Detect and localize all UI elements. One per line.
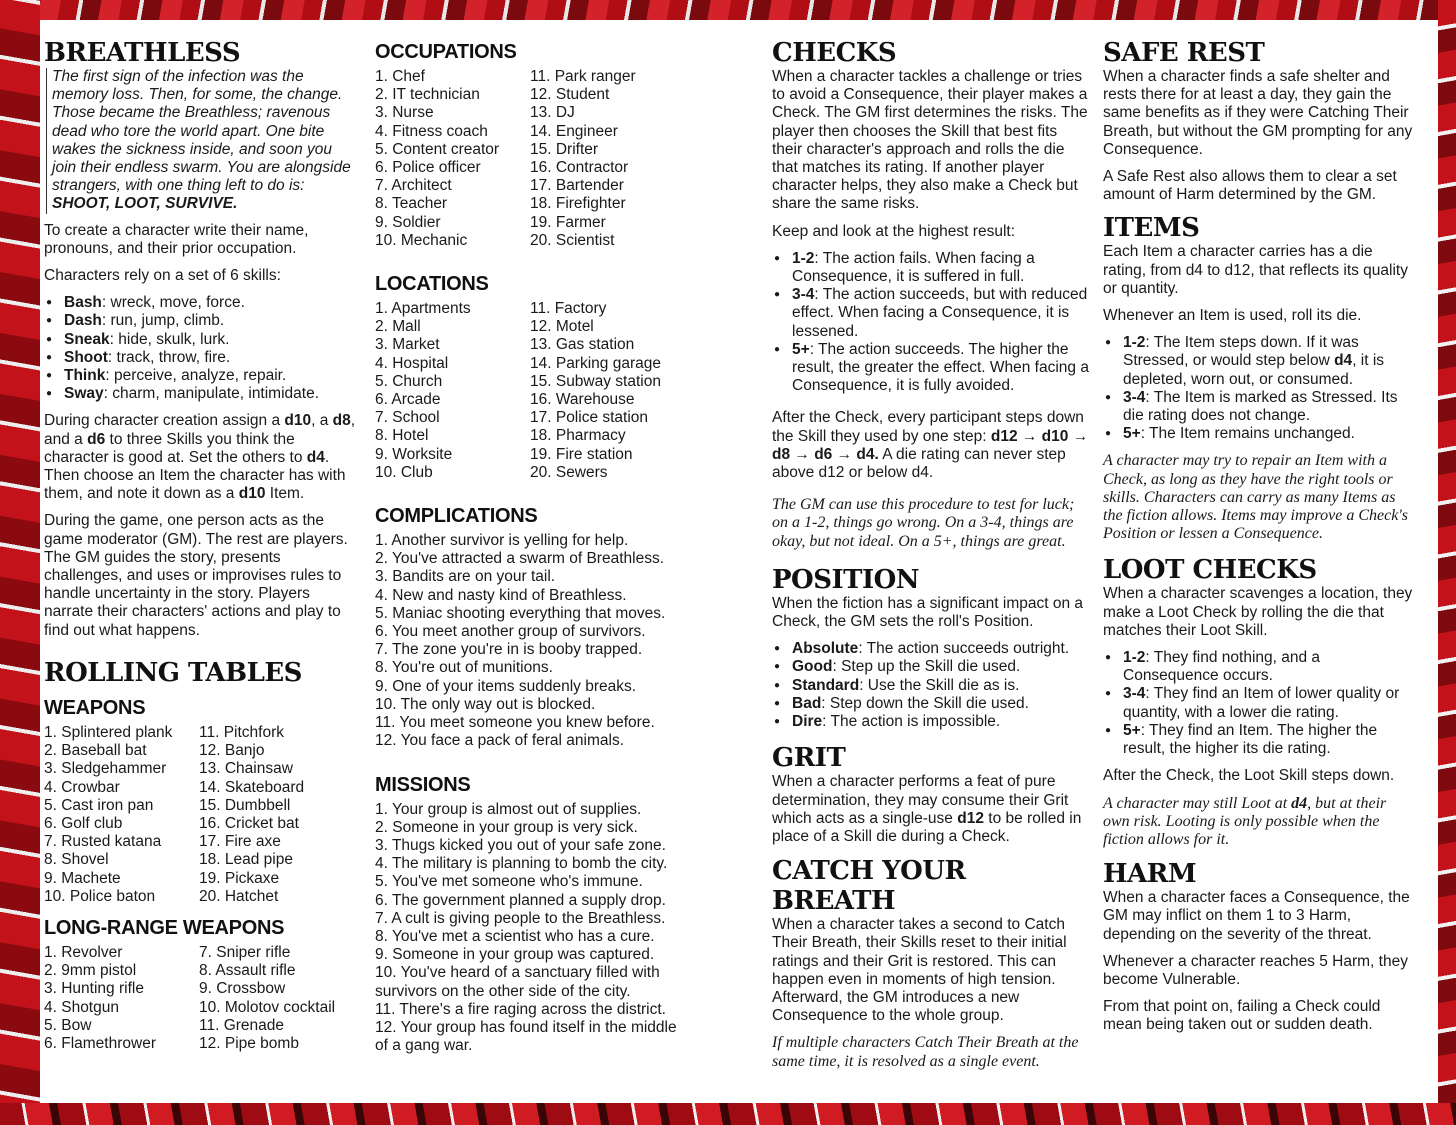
long-range-item: 6. Flamethrower	[44, 1034, 156, 1052]
torn-edge-bottom	[0, 1103, 1456, 1125]
mission-item: 2. Someone in your group is very sick.	[375, 818, 638, 836]
column-3	[772, 20, 1090, 1080]
long-range-item: 12. Pipe bomb	[199, 1034, 299, 1052]
skill-name: Bash	[64, 294, 102, 312]
skill-name: Sway	[64, 385, 104, 403]
mission-item: 10. You've heard of a sanctuary filled with survivors on the other side of the city.	[375, 964, 660, 1000]
safe-rest-harm-text: A Safe Rest also allows them to clear a set amount of Harm determined by the GM.	[1103, 168, 1397, 204]
mission-item: 11. There's a fire raging across the district.	[375, 1000, 666, 1018]
result-item: ● 3-4: The Item is marked as Stressed. Its die rating does not change.	[1103, 389, 1415, 425]
position-title: POSITION	[772, 564, 920, 595]
locations-title: LOCATIONS	[375, 273, 489, 296]
result-item: ● 1-2: They find nothing, and a Consequence occurs.	[1103, 649, 1415, 685]
occupation-item: 6. Police officer	[375, 159, 481, 177]
result-item: ● 1-2: The Item steps down. If it was Stressed, or would step below d4, it is depleted, worn out, or consumed.	[1103, 334, 1415, 389]
occupation-item: 4. Fitness coach	[375, 122, 488, 140]
loot-checks-title: LOOT CHECKS	[1103, 555, 1317, 586]
catch-breath-title: CATCH YOUR BREATH	[772, 856, 966, 917]
items-repair-note: A character may try to repair an Item with a Check, as long as they have the right tools or skills. Characters can carry as many Items as the fiction allows. Items may improve a Check's Position or lessen a Consequence.	[1103, 452, 1408, 543]
skill-desc: : run, jump, climb.	[101, 312, 225, 330]
occupation-item: 5. Content creator	[375, 140, 500, 158]
missions-list	[375, 801, 687, 1056]
location-item: 16. Warehouse	[530, 391, 635, 409]
complication-item: 3. Bandits are on your tail.	[375, 568, 556, 586]
complication-item: 11. You meet someone you knew before.	[375, 714, 655, 732]
mission-item: 12. Your group has found itself in the middle of a gang war.	[375, 1018, 677, 1055]
location-item: 3. Market	[375, 336, 440, 354]
long-range-item: 3. Hunting rifle	[44, 980, 144, 998]
skill-item	[44, 312, 356, 330]
location-item: 10. Club	[375, 463, 433, 481]
result-item: ● 5+: The Item remains unchanged.	[1103, 425, 1415, 443]
location-item: 7. School	[375, 409, 440, 427]
occupation-item: 16. Contractor	[530, 159, 629, 177]
skill-desc: : perceive, analyze, repair.	[105, 367, 287, 385]
result-item: ● 3-4: They find an Item of lower quality or quantity, with a lower die rating.	[1103, 685, 1415, 721]
occupations-list-a	[375, 68, 530, 250]
harm-death-text: From that point on, failing a Check could mean being taken out or sudden death.	[1103, 998, 1381, 1034]
occupation-item: 20. Scientist	[530, 231, 615, 249]
skills-intro: Characters rely on a set of 6 skills:	[44, 267, 281, 285]
create-text: To create a character write their name, pronouns, and their prior occupation.	[44, 221, 309, 257]
complication-item: 10. The only way out is blocked.	[375, 695, 596, 713]
step-down-text: After the Check, every participant steps down the Skill they used by one step: d12 → d10 → d8 → d6 → d4. A die rating can never step above d12 or below d4.	[772, 409, 1089, 482]
harm-vulnerable-text: Whenever a character reaches 5 Harm, they become Vulnerable.	[1103, 952, 1408, 988]
weapon-item: 7. Rusted katana	[44, 833, 162, 851]
occupations-table	[375, 68, 755, 250]
skill-name: Shoot	[64, 348, 108, 366]
long-range-item: 9. Crossbow	[199, 980, 286, 998]
location-item: 18. Pharmacy	[530, 427, 626, 445]
locations-list-a	[375, 300, 530, 482]
weapon-item: 13. Chainsaw	[199, 760, 293, 778]
occupation-item: 2. IT technician	[375, 86, 480, 104]
complication-item: 8. You're out of munitions.	[375, 659, 553, 677]
skill-item	[44, 294, 356, 312]
items-title: ITEMS	[1103, 213, 1200, 244]
weapons-list-b	[199, 724, 304, 906]
occupation-item: 13. DJ	[530, 104, 575, 122]
complication-item: 2. You've attracted a swarm of Breathless.	[375, 550, 665, 568]
torn-edge-top	[0, 0, 1456, 20]
long-range-table	[44, 944, 356, 1053]
intro-body: The first sign of the infection was the memory loss. Then, for some, the change. Those became the Breathless; ravenous dead who tore the world apart. One bite wakes the sickness inside, and soon you join their endless swarm. You are alongside strangers, with one thing left to do is:	[52, 68, 351, 195]
weapon-item: 20. Hatchet	[199, 887, 279, 905]
weapon-item: 18. Lead pipe	[199, 851, 293, 869]
items-use-text: Whenever an Item is used, roll its die.	[1103, 307, 1362, 325]
position-item: ● Bad: Step down the Skill die used.	[772, 695, 1090, 713]
mission-item: 4. The military is planning to bomb the city.	[375, 855, 668, 873]
long-range-item: 1. Revolver	[44, 943, 123, 961]
grit-title: GRIT	[772, 743, 846, 774]
result-item: ● 5+: They find an Item. The higher the result, the higher its die rating.	[1103, 722, 1415, 758]
locations-list-b	[530, 300, 661, 482]
weapon-item: 8. Shovel	[44, 851, 109, 869]
long-range-list-a	[44, 944, 199, 1053]
position-item: ● Dire: The action is impossible.	[772, 713, 1090, 731]
long-range-item: 2. 9mm pistol	[44, 962, 137, 980]
weapon-item: 11. Pitchfork	[199, 723, 285, 741]
occupations-title: OCCUPATIONS	[375, 41, 517, 63]
complication-item: 5. Maniac shooting everything that moves.	[375, 604, 666, 622]
checks-results	[772, 250, 1090, 396]
weapon-item: 19. Pickaxe	[199, 869, 280, 887]
location-item: 17. Police station	[530, 409, 649, 427]
intro-slogan: SHOOT, LOOT, SURVIVE.	[52, 195, 238, 213]
intro-text	[46, 68, 356, 214]
harm-text: When a character faces a Consequence, the GM may inflict on them 1 to 3 Harm, depending on the severity of the threat.	[1103, 889, 1410, 943]
safe-rest-text: When a character finds a safe shelter and rests there for at least a day, they gain the same benefits as if they were Catching Their Breath, but without the GM prompting for any Consequence.	[1103, 68, 1413, 158]
location-item: 9. Worksite	[375, 445, 453, 463]
skill-desc: : charm, manipulate, intimidate.	[103, 385, 320, 403]
luck-note: The GM can use this procedure to test for luck; on a 1-2, things go wrong. On a 3-4, things are okay, but not ideal. On a 5+, things are great.	[772, 496, 1075, 550]
mission-item: 9. Someone in your group was captured.	[375, 946, 655, 964]
skill-name: Dash	[64, 312, 102, 330]
skill-item	[44, 349, 356, 367]
position-levels	[772, 640, 1090, 731]
weapon-item: 5. Cast iron pan	[44, 796, 154, 814]
safe-rest-title: SAFE REST	[1103, 38, 1265, 68]
loot-note: A character may still Loot at d4, but at their own risk. Looting is only possible when the fiction allows for it.	[1103, 794, 1387, 848]
location-item: 6. Arcade	[375, 391, 441, 409]
occupation-item: 17. Bartender	[530, 177, 624, 195]
occupations-list-b	[530, 68, 636, 250]
weapons-table	[44, 724, 356, 906]
weapon-item: 6. Golf club	[44, 814, 123, 832]
weapon-item: 15. Dumbbell	[199, 796, 291, 814]
long-range-item: 8. Assault rifle	[199, 962, 296, 980]
position-item: ● Absolute: The action succeeds outright.	[772, 640, 1090, 658]
weapon-item: 3. Sledgehammer	[44, 760, 167, 778]
skills-list	[44, 294, 356, 403]
mission-item: 1. Your group is almost out of supplies.	[375, 800, 642, 818]
weapons-title: WEAPONS	[44, 696, 146, 719]
complication-item: 1. Another survivor is yelling for help.	[375, 532, 629, 550]
column-4	[1103, 20, 1415, 1044]
location-item: 15. Subway station	[530, 372, 661, 390]
complication-item: 6. You meet another group of survivors.	[375, 623, 646, 641]
mission-item: 8. You've met a scientist who has a cure.	[375, 927, 655, 945]
items-text: Each Item a character carries has a die rating, from d4 to d12, that reflects its quality or quantity.	[1103, 243, 1408, 297]
skill-desc: : track, throw, fire.	[107, 348, 231, 366]
weapon-item: 17. Fire axe	[199, 833, 281, 851]
complication-item: 9. One of your items suddenly breaks.	[375, 677, 637, 695]
location-item: 20. Sewers	[530, 463, 608, 481]
creation-text: During character creation assign a d10, a d8, and a d6 to three Skills you think the character is good at. Set the others to d4. Then choose an Item the character has with them, and note it down as a d10 Item.	[44, 412, 356, 503]
position-item: ● Good: Step up the Skill die used.	[772, 658, 1090, 676]
occupation-item: 8. Teacher	[375, 195, 448, 213]
occupation-item: 19. Farmer	[530, 213, 606, 231]
occupation-item: 14. Engineer	[530, 122, 618, 140]
skill-item	[44, 367, 356, 385]
location-item: 2. Mall	[375, 318, 421, 336]
complications-list	[375, 532, 755, 750]
mission-item: 5. You've met someone who's immune.	[375, 873, 643, 891]
rolling-tables-title: ROLLING TABLES	[44, 657, 302, 688]
result-item: ● 1-2: The action fails. When facing a Consequence, it is suffered in full.	[772, 250, 1090, 286]
skill-item	[44, 385, 356, 403]
long-range-item: 5. Bow	[44, 1016, 92, 1034]
mission-item: 7. A cult is giving people to the Breathless.	[375, 909, 666, 927]
occupation-item: 11. Park ranger	[530, 68, 636, 85]
column-2	[375, 20, 755, 1055]
torn-edge-left	[0, 0, 40, 1125]
breathless-title: BREATHLESS	[44, 38, 241, 68]
result-item: ● 3-4: The action succeeds, but with reduced effect. When facing a Consequence, it is lessened.	[772, 286, 1090, 341]
location-item: 8. Hotel	[375, 427, 429, 445]
occupation-item: 1. Chef	[375, 68, 425, 85]
loot-results	[1103, 649, 1415, 758]
skill-name: Sneak	[64, 330, 110, 348]
occupation-item: 9. Soldier	[375, 213, 441, 231]
long-range-item: 7. Sniper rifle	[199, 943, 291, 961]
long-range-title: LONG-RANGE WEAPONS	[44, 916, 285, 939]
skill-desc: : hide, skulk, lurk.	[109, 330, 230, 348]
complications-title: COMPLICATIONS	[375, 505, 538, 528]
weapon-item: 9. Machete	[44, 869, 121, 887]
position-text: When the fiction has a significant impact on a Check, the GM sets the roll's Position.	[772, 594, 1084, 631]
torn-edge-right	[1438, 0, 1456, 1125]
occupation-item: 10. Mechanic	[375, 231, 468, 249]
location-item: 4. Hospital	[375, 354, 449, 372]
occupation-item: 18. Firefighter	[530, 195, 626, 213]
occupation-item: 3. Nurse	[375, 104, 434, 122]
long-range-item: 10. Molotov cocktail	[199, 998, 336, 1016]
location-item: 12. Motel	[530, 318, 594, 336]
harm-title: HARM	[1103, 859, 1197, 890]
loot-step-text: After the Check, the Loot Skill steps down.	[1103, 767, 1395, 785]
weapon-item: 12. Banjo	[199, 742, 265, 760]
position-item: ● Standard: Use the Skill die as is.	[772, 677, 1090, 695]
long-range-item: 11. Grenade	[199, 1016, 285, 1034]
weapon-item: 4. Crowbar	[44, 778, 120, 796]
occupation-item: 7. Architect	[375, 177, 452, 195]
rules-sheet	[40, 20, 1438, 1103]
locations-table	[375, 300, 755, 482]
occupation-item: 15. Drifter	[530, 140, 599, 158]
occupation-item: 12. Student	[530, 86, 610, 104]
items-results	[1103, 334, 1415, 443]
skill-item	[44, 331, 356, 349]
location-item: 11. Factory	[530, 300, 607, 318]
loot-text: When a character scavenges a location, they make a Loot Check by rolling the die that matches their Loot Skill.	[1103, 585, 1413, 639]
location-item: 19. Fire station	[530, 445, 633, 463]
weapon-item: 1. Splintered plank	[44, 723, 173, 741]
weapon-item: 10. Police baton	[44, 887, 156, 905]
skill-name: Think	[64, 367, 106, 385]
catch-breath-text: When a character takes a second to Catch Their Breath, their Skills reset to their initial ratings and their Grit is restored. This can happen even in moments of high tension. Afterward, the GM introduces a new Consequence to the whole group.	[772, 916, 1067, 1025]
mission-item: 3. Thugs kicked you out of your safe zone.	[375, 836, 666, 854]
column-1	[44, 20, 356, 1075]
missions-title: MISSIONS	[375, 773, 471, 796]
mission-item: 6. The government planned a supply drop.	[375, 891, 666, 909]
weapon-item: 2. Baseball bat	[44, 742, 147, 760]
location-item: 5. Church	[375, 372, 443, 390]
complication-item: 12. You face a pack of feral animals.	[375, 732, 625, 750]
location-item: 13. Gas station	[530, 336, 635, 354]
weapon-item: 14. Skateboard	[199, 778, 305, 796]
catch-breath-note: If multiple characters Catch Their Breath at the same time, it is resolved as a single event.	[772, 1034, 1079, 1070]
checks-text: When a character tackles a challenge or tries to avoid a Consequence, their player makes a Check. The GM first determines the risks. The player then chooses the Skill that best fits their character's approach and rolls the die that matches its rating. If another player character helps, they also make a Check but share the same risks.	[772, 68, 1088, 213]
skill-desc: : wreck, move, force.	[101, 294, 245, 312]
grit-text: When a character performs a feat of pure determination, they may consume their Grit which acts as a single-use d12 to be rolled in place of a Skill die during a Check.	[772, 773, 1082, 845]
weapon-item: 16. Cricket bat	[199, 814, 299, 832]
checks-keep-text: Keep and look at the highest result:	[772, 222, 1015, 240]
long-range-list-b	[199, 944, 335, 1053]
result-item: ● 5+: The action succeeds. The higher the result, the greater the effect. When facing a Consequence, it is fully avoided.	[772, 341, 1090, 396]
weapons-list-a	[44, 724, 199, 906]
location-item: 1. Apartments	[375, 300, 471, 318]
checks-title: CHECKS	[772, 38, 897, 68]
gm-text: During the game, one person acts as the game moderator (GM). The rest are players. The GM guides the story, presents challenges, and uses or improvises rules to handle uncertainty in the story. Players narrate their characters' actions and play to find out what happens.	[44, 512, 348, 639]
complication-item: 4. New and nasty kind of Breathless.	[375, 586, 627, 604]
complication-item: 7. The zone you're in is booby trapped.	[375, 641, 643, 659]
long-range-item: 4. Shotgun	[44, 998, 119, 1016]
location-item: 14. Parking garage	[530, 354, 661, 372]
